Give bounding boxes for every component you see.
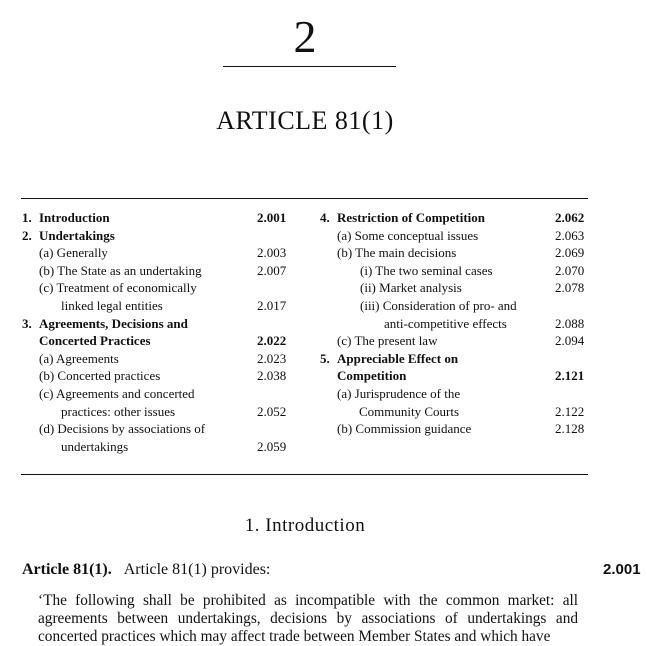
toc-entry-number: 2.: [22, 227, 32, 243]
toc-entry-label: (b) The main decisions: [337, 245, 457, 261]
chapter-number: 2: [293, 11, 317, 62]
paragraph-body: ‘The following shall be prohibited as incompatible with the common market: all agreements between undertakings, decisions by associations of undertakings and concerted practices which may affect trade between Member States and which have: [38, 592, 578, 645]
chapter-title: ARTICLE 81(1): [216, 106, 394, 135]
paragraph-title: Article 81(1).: [22, 561, 112, 578]
toc-entry[interactable]: [22, 209, 292, 227]
toc-entry[interactable]: [320, 385, 588, 420]
toc-entry-label: 4. Restriction of Competition: [320, 210, 486, 225]
paragraph-number: 2.001: [603, 561, 641, 578]
toc-entry-page: 2.128: [555, 421, 585, 437]
toc-entry[interactable]: [320, 244, 588, 262]
toc-entry-page: 2.022: [257, 333, 287, 349]
toc-entry-label: (b) Commission guidance: [337, 421, 472, 437]
toc-entry-label: (d) Decisions by associations of: [39, 421, 206, 437]
toc-right-column: [320, 209, 588, 438]
toc-entry[interactable]: [22, 420, 292, 455]
toc-entry-page: 2.017: [257, 297, 287, 313]
toc-entry[interactable]: [320, 262, 588, 280]
toc-entry-number: 3.: [22, 315, 32, 331]
toc-entry-label: (a) Agreements: [39, 350, 119, 366]
toc-entry-page: 2.088: [555, 315, 585, 331]
toc-entry-label: Concerted Practices: [39, 333, 151, 349]
section-heading: 1. Introduction: [244, 515, 366, 536]
toc-entry-number: 1.: [22, 210, 32, 225]
toc-entry-label: (c) The present law: [337, 333, 438, 349]
toc-entry[interactable]: [22, 385, 292, 420]
toc-entry-label: Competition: [337, 368, 407, 384]
toc-entry-label: (b) The State as an undertaking: [39, 262, 202, 278]
toc-entry-page: 2.122: [555, 403, 585, 419]
toc-entry-page: 2.063: [555, 227, 585, 243]
toc-entry[interactable]: [320, 209, 588, 227]
toc-entry-page: 2.059: [257, 438, 287, 454]
toc-top-rule: [21, 198, 588, 199]
toc-entry-page: 2.070: [555, 262, 585, 278]
toc-entry-label: 2. Undertakings: [22, 227, 115, 243]
toc-entry-label: (c) Treatment of economically: [39, 280, 197, 296]
toc-entry-label: Community Courts: [359, 403, 460, 419]
toc-bottom-rule: [21, 474, 588, 475]
toc-entry-number: 5.: [320, 350, 330, 366]
toc-entry-label: practices: other issues: [61, 403, 176, 419]
paragraph-lead: Article 81(1) provides:: [123, 561, 271, 578]
toc-entry[interactable]: [22, 367, 292, 385]
toc-entry-page: 2.121: [555, 368, 585, 384]
toc-entry-label: 1. Introduction: [22, 210, 110, 225]
toc-entry-label: (b) Concerted practices: [39, 368, 161, 384]
toc-entry-page: 2.001: [257, 210, 287, 225]
paragraph-heading: [22, 561, 270, 579]
toc-entry-page: 2.038: [257, 368, 287, 384]
toc-entry-label: (a) Jurisprudence of the: [337, 385, 461, 401]
toc-entry-label: (c) Agreements and concerted: [39, 385, 195, 401]
toc-entry[interactable]: [22, 315, 292, 350]
toc-entry-label: (i) The two seminal cases: [360, 262, 493, 278]
toc-entry[interactable]: [22, 244, 292, 262]
toc-entry[interactable]: [320, 332, 588, 350]
toc-entry[interactable]: [22, 227, 292, 245]
toc-entry-label: 5. Appreciable Effect on: [320, 350, 459, 366]
toc-entry-page: 2.062: [555, 210, 585, 225]
toc-entry-page: 2.007: [257, 262, 287, 278]
chapter-rule: [223, 66, 396, 67]
toc-entry-label: 3. Agreements, Decisions and: [22, 315, 188, 331]
toc-entry-label: (a) Some conceptual issues: [337, 227, 479, 243]
toc-entry-page: 2.023: [257, 350, 287, 366]
toc-entry-number: 4.: [320, 210, 330, 225]
toc-entry-page: 2.069: [555, 245, 585, 261]
toc-entry-label: undertakings: [61, 438, 129, 454]
toc-entry-label: (ii) Market analysis: [360, 280, 462, 296]
toc-entry[interactable]: [320, 227, 588, 245]
toc-entry-page: 2.078: [555, 280, 585, 296]
toc-entry-page: 2.052: [257, 403, 287, 419]
toc-entry-page: 2.094: [555, 333, 585, 349]
toc-entry[interactable]: [320, 420, 588, 438]
toc-entry[interactable]: [22, 350, 292, 368]
toc-entry-label: linked legal entities: [61, 297, 163, 313]
toc-entry[interactable]: [320, 350, 588, 385]
toc-entry[interactable]: [320, 279, 588, 297]
toc-entry[interactable]: [22, 279, 292, 314]
toc-entry-label: (iii) Consideration of pro- and: [360, 297, 517, 313]
toc-entry-label: anti-competitive effects: [384, 315, 507, 331]
toc-left-column: [22, 209, 292, 455]
toc-entry-label: (a) Generally: [39, 245, 108, 261]
toc-entry[interactable]: [22, 262, 292, 280]
toc-entry[interactable]: [320, 297, 588, 332]
toc-entry-page: 2.003: [257, 245, 287, 261]
